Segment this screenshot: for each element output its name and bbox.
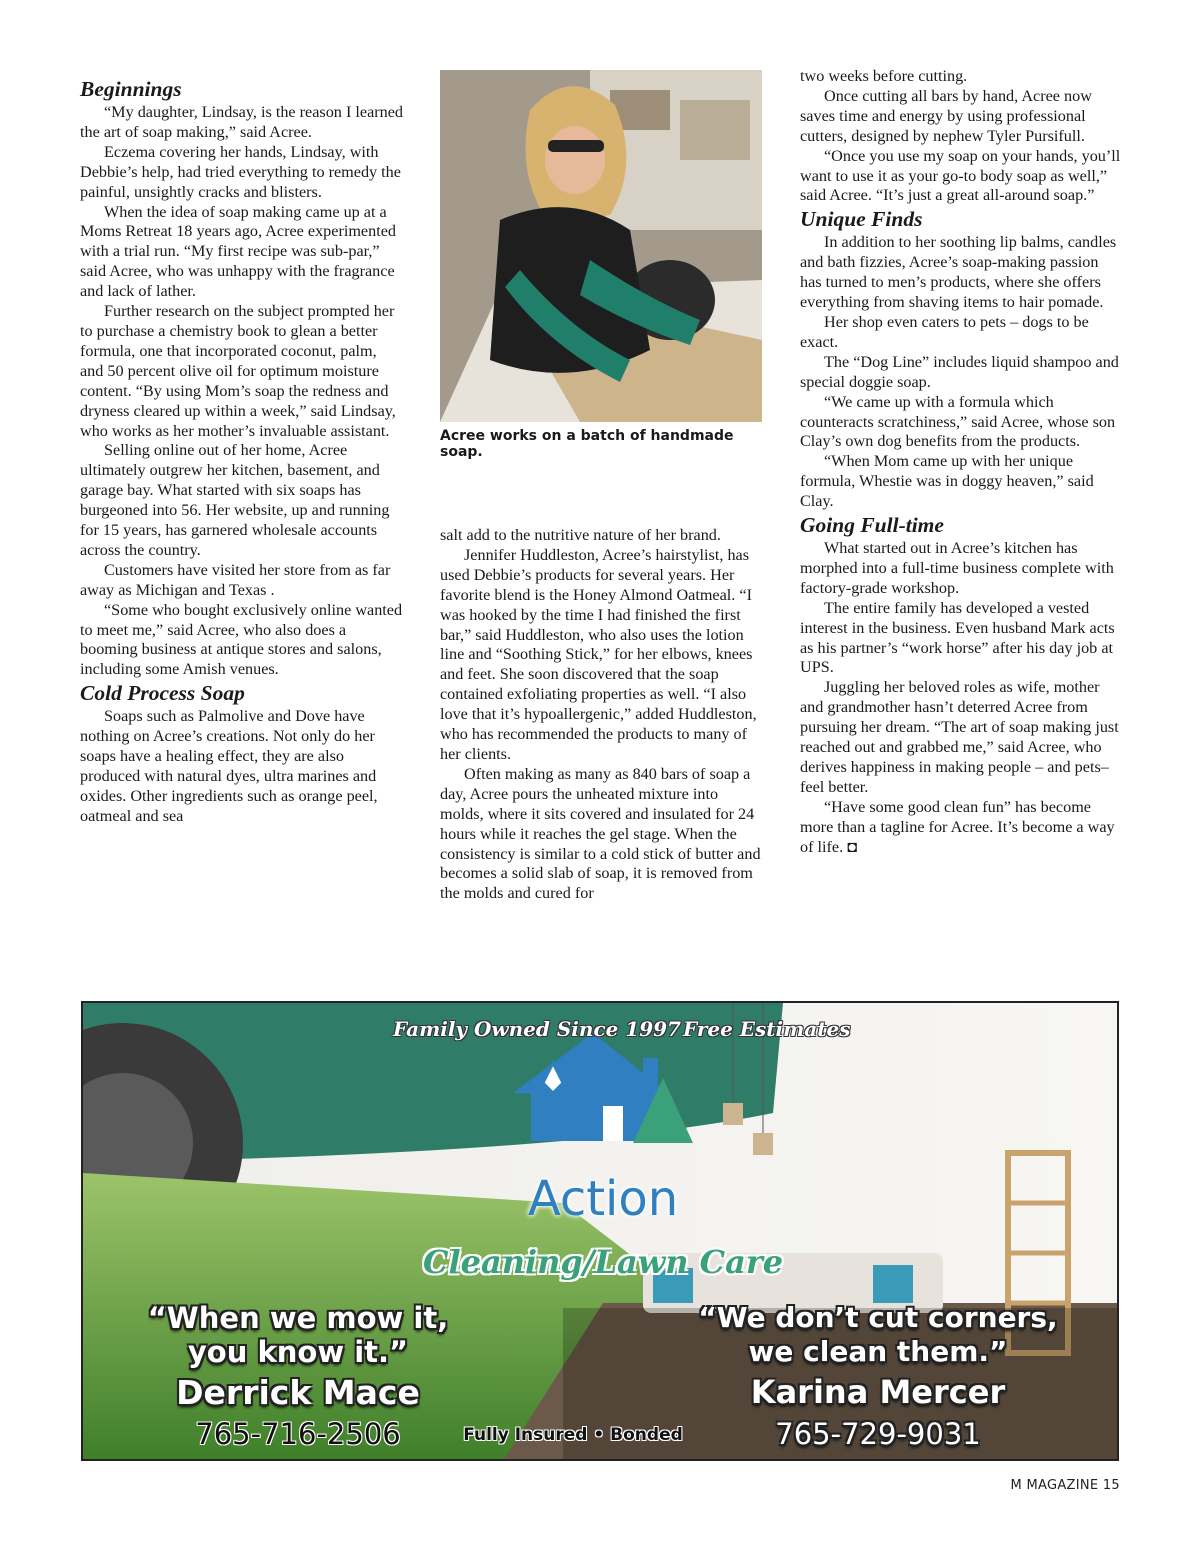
action-cleaning-ad	[81, 1001, 1119, 1461]
soap-making-photo	[440, 70, 762, 422]
paragraph: Jennifer Huddleston, Acree’s hairstylist, has used Debbie’s products for several years. Her favorite blend is the Honey Almond Oatmeal. “I was hooked by the time I had finished the first bar,” said Huddleston, who also uses the lotion line and “Soothing Stick,” for her elbows, knees and feet. She soon discovered that the soap contained exfoliating properties as well. “I also love that it’s hypoallergenic,” added Huddleston, who has recommended the products to many of her clients.	[440, 545, 757, 763]
paragraph: In addition to her soothing lip balms, candles and bath fizzies, Acree’s soap-making passion has turned to men’s products, where she offers everything from shaving items to hair pomade.	[800, 233, 1117, 312]
left-quote-line-2: you know it.”	[187, 1335, 409, 1369]
article-column-2	[440, 526, 764, 904]
section-heading: Unique Finds	[800, 207, 923, 232]
paragraph: Often making as many as 840 bars of soap a day, Acree pours the unheated mixture into molds, where it sits covered and insulated for 24 hours while it reaches the gel stage. When the consistency is similar to a cold stick of butter and becomes a solid slab of soap, it is removed from the molds and cured for	[440, 764, 761, 903]
left-contact-name: Derrick Mace	[176, 1373, 420, 1412]
paragraph: When the idea of soap making came up at a Moms Retreat 18 years ago, Acree experimented with a trial run. “My first recipe was sub-par,” said Acree, who was unhappy with the fragrance and lack of lather.	[80, 202, 396, 301]
photo-illustration	[440, 70, 762, 422]
tagline-family-owned: Family Owned Since 1997	[393, 1017, 681, 1041]
paragraph: Juggling her beloved roles as wife, mother and grandmother hasn’t deterred Acree from pursuing her dream. “The art of soap making just reached out and grabbed me,” said Acree, who derives happiness in making people – and pets– feel better.	[800, 678, 1119, 796]
brand-name: Action	[527, 1171, 679, 1227]
right-phone: 765-729-9031	[775, 1417, 981, 1451]
paragraph: “Once you use my soap on your hands, you’ll want to use it as your go-to body soap as well,” said Acree. “It’s just a great all-around soap.”	[800, 146, 1121, 205]
paragraph: Customers have visited her store from as far away as Michigan and Texas .	[80, 560, 391, 599]
right-quote-line-1: “We don’t cut corners,	[698, 1301, 1058, 1334]
paragraph: Soaps such as Palmolive and Dove have nothing on Acree’s creations. Not only do her soaps have a healing effect, they are also produced with natural dyes, ultra marines and oxides. Other ingredients such as orange peel, oatmeal and sea	[80, 707, 378, 825]
insured-bonded-note: Fully Insured • Bonded	[463, 1425, 683, 1445]
paragraph: What started out in Acree’s kitchen has morphed into a full-time business complete with factory-grade workshop.	[800, 539, 1114, 597]
paragraph: Her shop even caters to pets – dogs to be exact.	[800, 312, 1089, 351]
right-quote-line-2: we clean them.”	[748, 1335, 1008, 1368]
article-column-3	[800, 67, 1124, 858]
paragraph: The “Dog Line” includes liquid shampoo and special doggie soap.	[800, 352, 1119, 391]
paragraph: salt add to the nutritive nature of her brand.	[440, 526, 721, 544]
paragraph: The entire family has developed a vested interest in the business. Even husband Mark acts as his partner’s “work horse” after his day job at UPS.	[800, 598, 1115, 677]
page-folio: M MAGAZINE 15	[1010, 1478, 1120, 1493]
right-contact-name: Karina Mercer	[750, 1373, 1006, 1411]
section-heading: Beginnings	[80, 77, 182, 101]
paragraph: two weeks before cutting.	[800, 67, 968, 85]
paragraph: Selling online out of her home, Acree ultimately outgrew her kitchen, basement, and garage bay. What started with six soaps has burgeoned into 56. Her website, up and running for 15 years, has garnered wholesale accounts across the country.	[80, 441, 390, 559]
left-phone: 765-716-2506	[195, 1417, 401, 1451]
brand-subtitle: Cleaning/Lawn Care	[423, 1243, 784, 1281]
tagline-free-estimates: Free Estimates	[683, 1017, 851, 1041]
paragraph: Further research on the subject prompted her to purchase a chemistry book to glean a better formula, one that incorporated coconut, palm, and 50 percent olive oil for optimum moisture content. “By using Mom’s soap the redness and dryness cleared up within a week,” said Lindsay, who works as her mother’s invaluable assistant.	[80, 302, 396, 440]
article-column-1	[80, 76, 404, 827]
section-heading: Going Full-time	[800, 513, 944, 538]
paragraph: Once cutting all bars by hand, Acree now saves time and energy by using professional cutters, designed by nephew Tyler Pursifull.	[800, 86, 1092, 145]
paragraph: “We came up with a formula which counteracts scratchiness,” said Acree, whose son Clay’s own dog benefits from the products.	[800, 392, 1116, 451]
paragraph: “Some who bought exclusively online wanted to meet me,” said Acree, who also does a booming business at antique stores and salons, including some Amish venues.	[80, 600, 403, 679]
paragraph: “My daughter, Lindsay, is the reason I learned the art of soap making,” said Acree.	[80, 103, 404, 141]
left-quote-line-1: “When we mow it,	[147, 1301, 449, 1335]
paragraph: “Have some good clean fun” has become more than a tagline for Acree. It’s become a way of life. ◘	[800, 797, 1115, 856]
section-heading: Cold Process Soap	[80, 681, 245, 706]
paragraph: “When Mom came up with her unique formula, Whestie was in doggy heaven,” said Clay.	[800, 452, 1094, 511]
photo-caption: Acree works on a batch of handmade soap.	[440, 428, 734, 460]
paragraph: Eczema covering her hands, Lindsay, with Debbie’s help, had tried everything to remedy the painful, unsightly cracks and blisters.	[80, 142, 401, 201]
